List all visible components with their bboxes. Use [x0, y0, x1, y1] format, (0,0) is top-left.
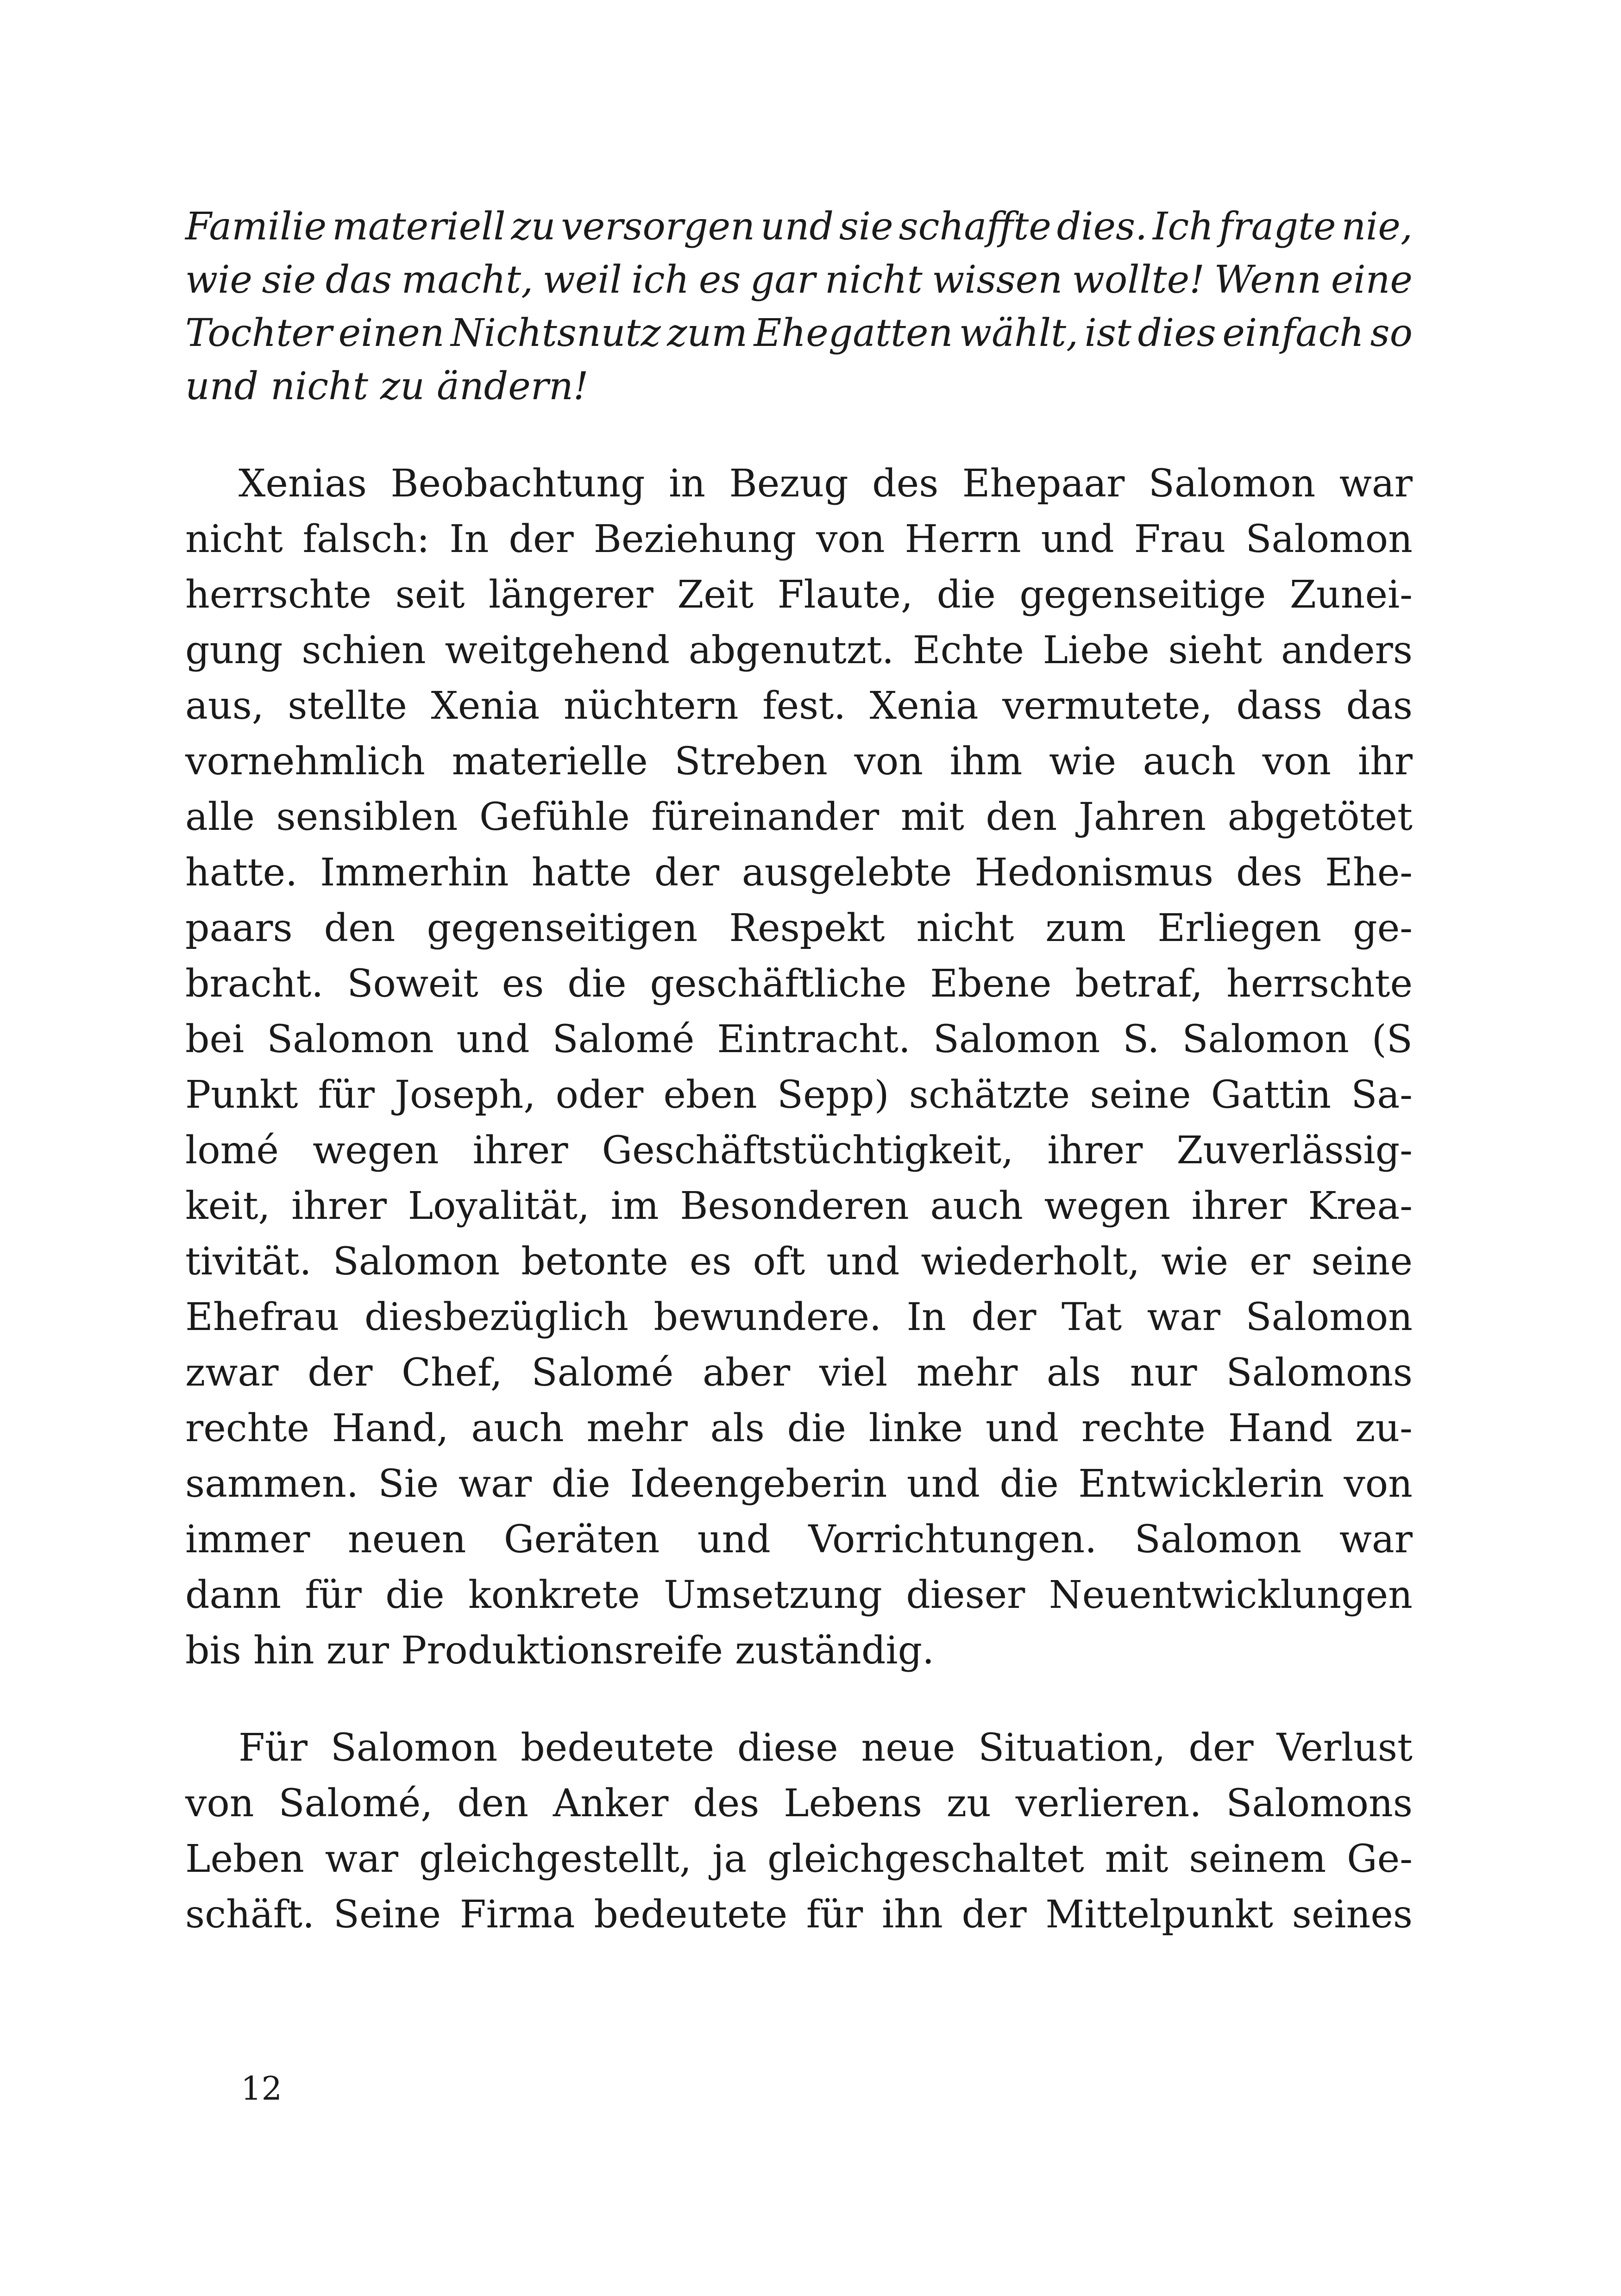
word: und [985, 1406, 1059, 1450]
word: Erliegen [1157, 906, 1322, 950]
word: Salomon [1134, 1518, 1302, 1562]
word: mit [1105, 1837, 1169, 1881]
word: wie [1049, 740, 1116, 784]
word: Xenias [239, 462, 367, 506]
word: Joseph, [395, 1073, 536, 1117]
paragraph-1-line-8 [185, 845, 1413, 901]
word: des [872, 462, 939, 506]
word: als [710, 1406, 765, 1450]
paragraph-1-line-7 [185, 790, 1413, 845]
word: Xenia [431, 684, 540, 728]
word: Sie [378, 1462, 439, 1506]
word: wegen [1044, 1184, 1171, 1228]
paragraph-1-line-20 [185, 1512, 1413, 1568]
word: es [689, 1240, 732, 1284]
word: seines [1292, 1893, 1413, 1937]
word: fest. [762, 684, 846, 728]
word: die [936, 573, 996, 617]
paragraph-1-line-11 [185, 1012, 1413, 1067]
word: Loyalität, [408, 1184, 590, 1228]
word: bracht. [185, 962, 324, 1006]
word: macht, [401, 258, 534, 302]
word: das [1346, 684, 1413, 728]
paragraph-1-line-9 [185, 901, 1413, 956]
word: Salomons [1226, 1782, 1413, 1826]
word: Ideengeberin [630, 1462, 887, 1506]
word: falsch: [302, 517, 430, 561]
word: Vorrichtungen. [808, 1518, 1097, 1562]
paragraph-2-line-2 [185, 1776, 1413, 1832]
paragraph-1-line-21 [185, 1568, 1413, 1623]
word: des [693, 1782, 760, 1826]
paragraph-1-line-14 [185, 1179, 1413, 1234]
page-number: 12 [241, 2070, 283, 2108]
word: eben [663, 1073, 757, 1117]
word: weitgehend [445, 628, 670, 672]
word: für [305, 1573, 362, 1617]
word: fragte [1219, 205, 1336, 249]
word: wegen [312, 1129, 439, 1173]
word: diesbezüglich [364, 1295, 628, 1339]
word: wissen [932, 258, 1063, 302]
word: sieht [1168, 628, 1263, 672]
word: bedeutete [594, 1893, 788, 1937]
word: zum [667, 311, 748, 355]
word: seine [1311, 1240, 1413, 1284]
word: dieser [906, 1573, 1025, 1617]
word: anders [1281, 628, 1413, 672]
word: seinem [1189, 1837, 1326, 1881]
word: Salomons [1226, 1351, 1413, 1395]
word: Umsetzung [664, 1573, 882, 1617]
word: Hedonismus [974, 851, 1214, 895]
word: bei [185, 1017, 245, 1061]
word: alle [185, 795, 255, 839]
word: und [697, 1518, 771, 1562]
paragraph-1-line-10 [185, 956, 1413, 1012]
word: Lebens [784, 1782, 923, 1826]
word: Bezug [729, 462, 848, 506]
word: hatte. [185, 851, 298, 895]
word: hatte [531, 851, 632, 895]
word: mehr [916, 1351, 1018, 1395]
word: versorgen [561, 205, 755, 249]
word: ihm [949, 740, 1023, 784]
word: Salomon [333, 1240, 500, 1284]
word: so [1370, 311, 1413, 355]
word: Salomé [552, 1017, 695, 1061]
paragraph-1-line-16 [185, 1290, 1413, 1345]
word: tivität. [185, 1240, 312, 1284]
word: ja [712, 1837, 747, 1881]
word: Salomon [1182, 1017, 1349, 1061]
word: war [1147, 1295, 1220, 1339]
word: gegenseitigen [427, 906, 698, 950]
word: die [787, 1406, 846, 1450]
paragraph-1-line-12 [185, 1067, 1413, 1123]
paragraph-1-line-6 [185, 734, 1413, 790]
word: Flaute, [777, 573, 913, 617]
word: den [457, 1782, 529, 1826]
word: Zuverlässig- [1176, 1129, 1413, 1173]
word: abgenutzt. [688, 628, 894, 672]
word: Echte [912, 628, 1024, 672]
word: seit [395, 573, 465, 617]
word: immer [185, 1518, 310, 1562]
word: Nichtsnutz [451, 311, 661, 355]
word: der [971, 1295, 1037, 1339]
word: aber [703, 1351, 791, 1395]
word: Beobachtung [390, 462, 645, 506]
word: der [308, 1351, 373, 1395]
word: Ebene [930, 962, 1052, 1006]
word: das [325, 258, 392, 302]
word: Xenia [869, 684, 979, 728]
word: Ich [1153, 205, 1214, 249]
word: war [1339, 462, 1413, 506]
word: geschäftliche [650, 962, 907, 1006]
word: Neuentwicklungen [1049, 1573, 1413, 1617]
word: nicht [916, 906, 1014, 950]
word: Entwicklerin [1078, 1462, 1324, 1506]
word: Herrn [905, 517, 1021, 561]
word: Ehepaar [962, 462, 1125, 506]
word: Eintracht. [717, 1017, 911, 1061]
word: keit, [185, 1184, 270, 1228]
word: Ehegatten [754, 311, 953, 355]
word: sie [262, 258, 316, 302]
word: und [826, 1240, 900, 1284]
word: wie [185, 258, 252, 302]
word: rechte [1081, 1406, 1206, 1450]
word: Liebe [1043, 628, 1150, 672]
word: der [1188, 1726, 1254, 1770]
word: Salomon [267, 1017, 434, 1061]
word: paars [185, 906, 293, 950]
word: den [324, 906, 396, 950]
word: und [906, 1462, 980, 1506]
word: wollte! [1072, 258, 1205, 302]
word: auch [471, 1406, 564, 1450]
word: Tat [1061, 1295, 1122, 1339]
word: und [760, 205, 834, 249]
word: Sepp) [777, 1073, 889, 1117]
word: schäft. [185, 1893, 315, 1937]
word: Gattin [1211, 1073, 1332, 1117]
word: neue [861, 1726, 955, 1770]
word: herrschte [1226, 962, 1413, 1006]
word: Frau [1134, 517, 1226, 561]
word: zu- [1355, 1406, 1413, 1450]
word: sie [839, 205, 893, 249]
word: Besonderen [680, 1184, 909, 1228]
word: dies. [1056, 205, 1148, 249]
word: Salomon [330, 1726, 498, 1770]
word: Salomon [1148, 462, 1316, 506]
word: Chef, [402, 1351, 503, 1395]
word: Beziehung [593, 517, 797, 561]
word: wie [1161, 1240, 1228, 1284]
italic-line-4: und nicht zu ändern! [185, 364, 589, 408]
word: die [999, 1462, 1059, 1506]
word: Geschäftstüchtigkeit, [602, 1129, 1014, 1173]
word: Gefühle [479, 795, 630, 839]
word: Salomé [531, 1351, 674, 1395]
paragraph-1-line-2 [185, 512, 1413, 567]
word: materielle [452, 740, 648, 784]
word: Seine [333, 1893, 441, 1937]
word: füreinander [651, 795, 880, 839]
word: von [1262, 740, 1332, 784]
word: Familie [185, 205, 327, 249]
word: gleichgeschaltet [767, 1837, 1084, 1881]
word: Respekt [729, 906, 885, 950]
word: längerer [488, 573, 653, 617]
word: nicht [185, 517, 283, 561]
word: oder [555, 1073, 644, 1117]
word: betonte [521, 1240, 668, 1284]
word: dies [1137, 311, 1216, 355]
word: zu [946, 1782, 991, 1826]
word: wählt, [959, 311, 1079, 355]
word: Situation, [978, 1726, 1166, 1770]
word: ausgelebte [741, 851, 952, 895]
word: der [654, 851, 719, 895]
paragraph-1-line-22: bis hin zur Produktionsreife zuständig. [185, 1629, 935, 1673]
word: viel [819, 1351, 888, 1395]
italic-line-3 [185, 306, 1413, 361]
word: herrschte [185, 573, 372, 617]
word: Streben [674, 740, 828, 784]
word: Leben [185, 1837, 304, 1881]
word: mit [900, 795, 964, 839]
word: eine [1331, 258, 1413, 302]
word: auch [1143, 740, 1236, 784]
word: Zeit [677, 573, 754, 617]
word: seine [1090, 1073, 1191, 1117]
word: rechte [185, 1406, 309, 1450]
italic-line-1 [185, 199, 1413, 255]
word: die [567, 962, 627, 1006]
word: als [1046, 1351, 1101, 1395]
word: konkrete [468, 1573, 640, 1617]
word: nur [1130, 1351, 1197, 1395]
word: Immerhin [320, 851, 509, 895]
word: Ehe- [1325, 851, 1413, 895]
word: neuen [347, 1518, 466, 1562]
word: In [449, 517, 489, 561]
word: bewundere. [653, 1295, 882, 1339]
word: vornehmlich [185, 740, 425, 784]
word: gar [750, 258, 816, 302]
word: gleichgestellt, [419, 1837, 692, 1881]
word: und [1041, 517, 1114, 561]
word: ihr [1357, 740, 1413, 784]
word: von [1344, 1462, 1413, 1506]
paragraph-2-line-3 [185, 1832, 1413, 1887]
word: Ge- [1347, 1837, 1413, 1881]
word: weil [542, 258, 622, 302]
word: Jahren [1079, 795, 1206, 839]
word: ihrer [1191, 1184, 1287, 1228]
paragraph-2-line-1 [185, 1720, 1413, 1776]
paragraph-2-line-4 [185, 1887, 1413, 1943]
word: war [325, 1837, 398, 1881]
word: einen [338, 311, 445, 355]
paragraph-1-line-19 [185, 1456, 1413, 1512]
word: diese [737, 1726, 838, 1770]
word: Wenn [1214, 258, 1322, 302]
word: schien [302, 628, 426, 672]
word: mehr [586, 1406, 688, 1450]
word: den [986, 795, 1057, 839]
paragraph-1-line-1 [185, 456, 1413, 512]
word: nüchtern [563, 684, 739, 728]
word: oft [753, 1240, 805, 1284]
paragraph-1-line-13 [185, 1123, 1413, 1179]
word: Für [239, 1726, 308, 1770]
word: des [1236, 851, 1303, 895]
word: zwar [185, 1351, 279, 1395]
word: die [385, 1573, 445, 1617]
word: Hand, [332, 1406, 449, 1450]
word: war [458, 1462, 532, 1506]
word: ihrer [1047, 1129, 1143, 1173]
book-page [185, 199, 1413, 2190]
word: materiell [332, 205, 506, 249]
word: der [509, 517, 574, 561]
word: die [551, 1462, 610, 1506]
word: einfach [1222, 311, 1364, 355]
word: Hand [1228, 1406, 1333, 1450]
word: Mittelpunkt [1045, 1893, 1273, 1937]
word: zum [1045, 906, 1126, 950]
paragraph-1-line-3 [185, 567, 1413, 623]
word: Verlust [1276, 1726, 1413, 1770]
word: von [185, 1782, 254, 1826]
word: abgetötet [1227, 795, 1413, 839]
word: lomé [185, 1129, 279, 1173]
paragraph-1-line-18 [185, 1401, 1413, 1456]
word: betraf, [1075, 962, 1203, 1006]
word: Ehefrau [185, 1295, 339, 1339]
word: schaffte [898, 205, 1051, 249]
word: von [816, 517, 885, 561]
word: gegenseitige [1019, 573, 1266, 617]
word: vermutete, [1002, 684, 1213, 728]
paragraph-1-line-4 [185, 623, 1413, 678]
paragraph-1-line-5 [185, 678, 1413, 734]
word: der [961, 1893, 1027, 1937]
italic-line-2 [185, 252, 1413, 308]
word: auch [930, 1184, 1023, 1228]
word: S. [1123, 1017, 1160, 1061]
word: (S [1371, 1017, 1413, 1061]
word: schätzte [909, 1073, 1070, 1117]
word: für [806, 1893, 863, 1937]
word: in [669, 462, 706, 506]
word: sammen. [185, 1462, 358, 1506]
word: er [1250, 1240, 1290, 1284]
word: linke [868, 1406, 963, 1450]
word: nie, [1341, 205, 1413, 249]
word: ihrer [291, 1184, 387, 1228]
word: und [456, 1017, 530, 1061]
word: Geräten [503, 1518, 660, 1562]
word: Salomon [1245, 517, 1413, 561]
word: Salomon [933, 1017, 1100, 1061]
word: nicht [825, 258, 923, 302]
word: ist [1084, 311, 1131, 355]
word: Salomé, [278, 1782, 433, 1826]
word: zu [511, 205, 556, 249]
paragraph-1-line-17 [185, 1345, 1413, 1401]
word: dann [185, 1573, 282, 1617]
word: In [906, 1295, 946, 1339]
word: im [610, 1184, 659, 1228]
word: Sa- [1351, 1073, 1413, 1117]
word: Krea- [1308, 1184, 1413, 1228]
word: ich [631, 258, 690, 302]
word: gung [185, 628, 283, 672]
word: ge- [1353, 906, 1413, 950]
word: Anker [553, 1782, 669, 1826]
word: es [698, 258, 741, 302]
word: aus, [185, 684, 264, 728]
word: Firma [459, 1893, 575, 1937]
word: ihn [881, 1893, 943, 1937]
word: Zunei- [1289, 573, 1413, 617]
word: es [502, 962, 544, 1006]
word: von [854, 740, 924, 784]
paragraph-1-line-15 [185, 1234, 1413, 1290]
word: stellte [288, 684, 407, 728]
word: sensiblen [276, 795, 458, 839]
word: Soweit [347, 962, 478, 1006]
word: dass [1236, 684, 1322, 728]
word: ihrer [472, 1129, 568, 1173]
word: bedeutete [521, 1726, 714, 1770]
word: für [318, 1073, 375, 1117]
word: war [1339, 1518, 1413, 1562]
word: verlieren. [1015, 1782, 1202, 1826]
word: Punkt [185, 1073, 298, 1117]
word: Tochter [185, 311, 333, 355]
word: Salomon [1245, 1295, 1413, 1339]
word: wiederholt, [921, 1240, 1140, 1284]
